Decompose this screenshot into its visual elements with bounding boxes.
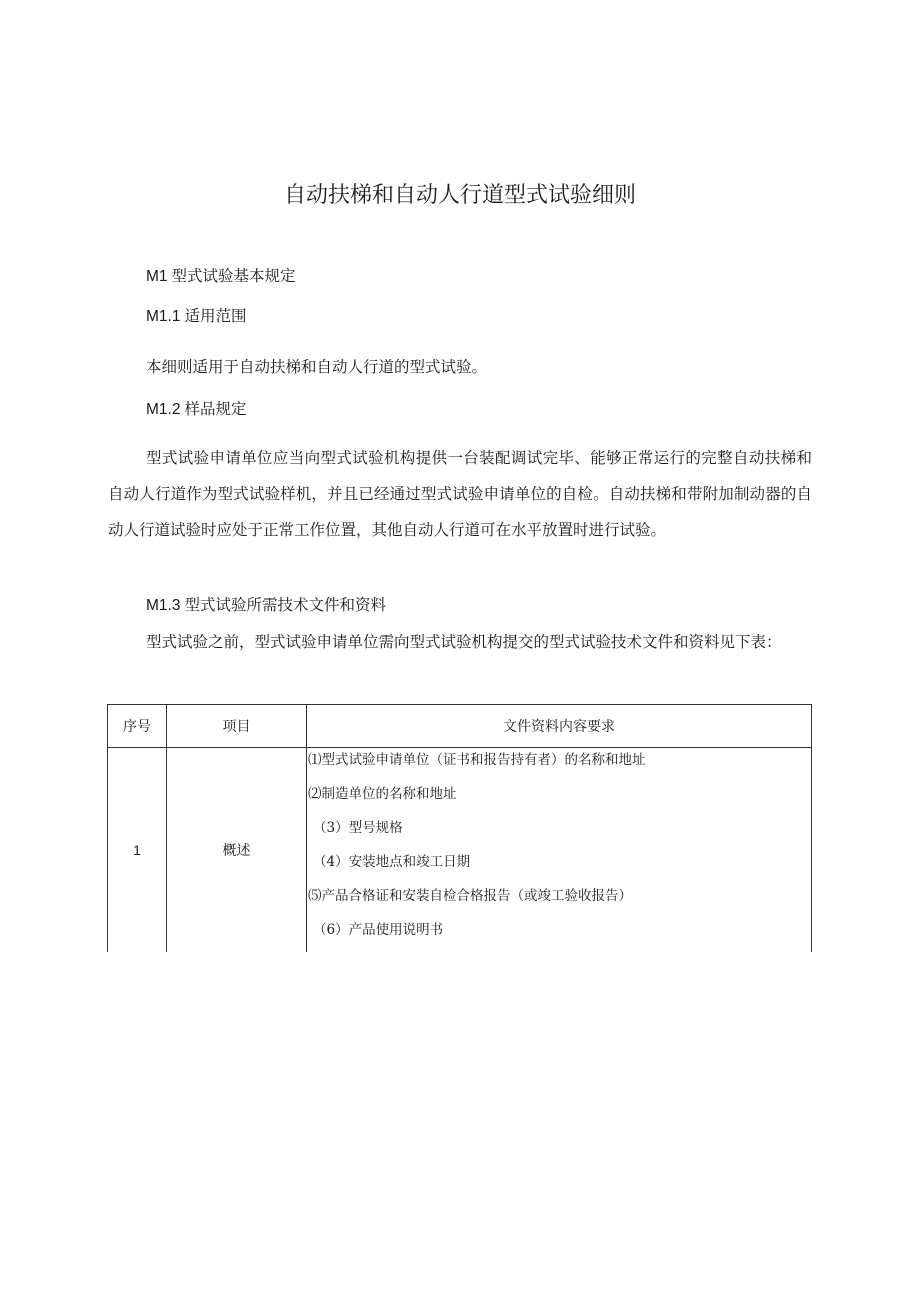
requirement-line: （4）安装地点和竣工日期 [313,854,471,870]
header-no: 序号 [108,705,167,748]
cell-item: 概述 [167,748,307,953]
document-title: 自动扶梯和自动人行道型式试验细则 [283,183,636,208]
heading-number: M1 [146,268,168,285]
heading-text: 型式试验基本规定 [171,267,296,285]
table-header-row [108,705,812,748]
paragraph-scope: 本细则适用于自动扶梯和自动人行道的型式试验。 [146,358,488,376]
cell-requirements [307,748,812,953]
table-row [108,748,812,953]
heading-text: 适用范围 [184,307,247,325]
paragraph-sample: 型式试验申请单位应当向型式试验机构提供一台装配调试完毕、能够正常运行的完整自动扶梯和自动人行道作为型式试验样机，并且已经通过型式试验申请单位的自检。自动扶梯和带附加制动器的自动人行道试验时应处于正常工作位置，其他自动人行道可在水平放置时进行试验。 [108,449,812,539]
heading-m1 [146,264,296,286]
requirement-line: ⑵制造单位的名称和地址 [308,786,457,802]
heading-text: 型式试验所需技术文件和资料 [184,596,386,614]
heading-text: 样品规定 [184,400,247,418]
cell-no: 1 [108,748,167,953]
requirement-line: （3）型号规格 [313,820,403,836]
heading-number: M1.2 [146,401,181,418]
heading-number: M1.3 [146,597,181,614]
header-requirements: 文件资料内容要求 [307,705,812,748]
requirement-line: ⑴型式试验申请单位（证书和报告持有者）的名称和地址 [308,752,646,768]
heading-m1-1 [146,304,246,326]
header-item: 项目 [167,705,307,748]
heading-m1-2 [146,397,246,419]
heading-number: M1.1 [146,308,181,325]
documents-table [107,704,812,952]
requirement-line: ⑸产品合格证和安装自检合格报告（或竣工验收报告） [308,888,632,904]
heading-m1-3 [146,593,386,615]
requirement-line: （6）产品使用说明书 [313,922,444,938]
paragraph-documents: 型式试验之前，型式试验申请单位需向型式试验机构提交的型式试验技术文件和资料见下表： [146,633,782,651]
